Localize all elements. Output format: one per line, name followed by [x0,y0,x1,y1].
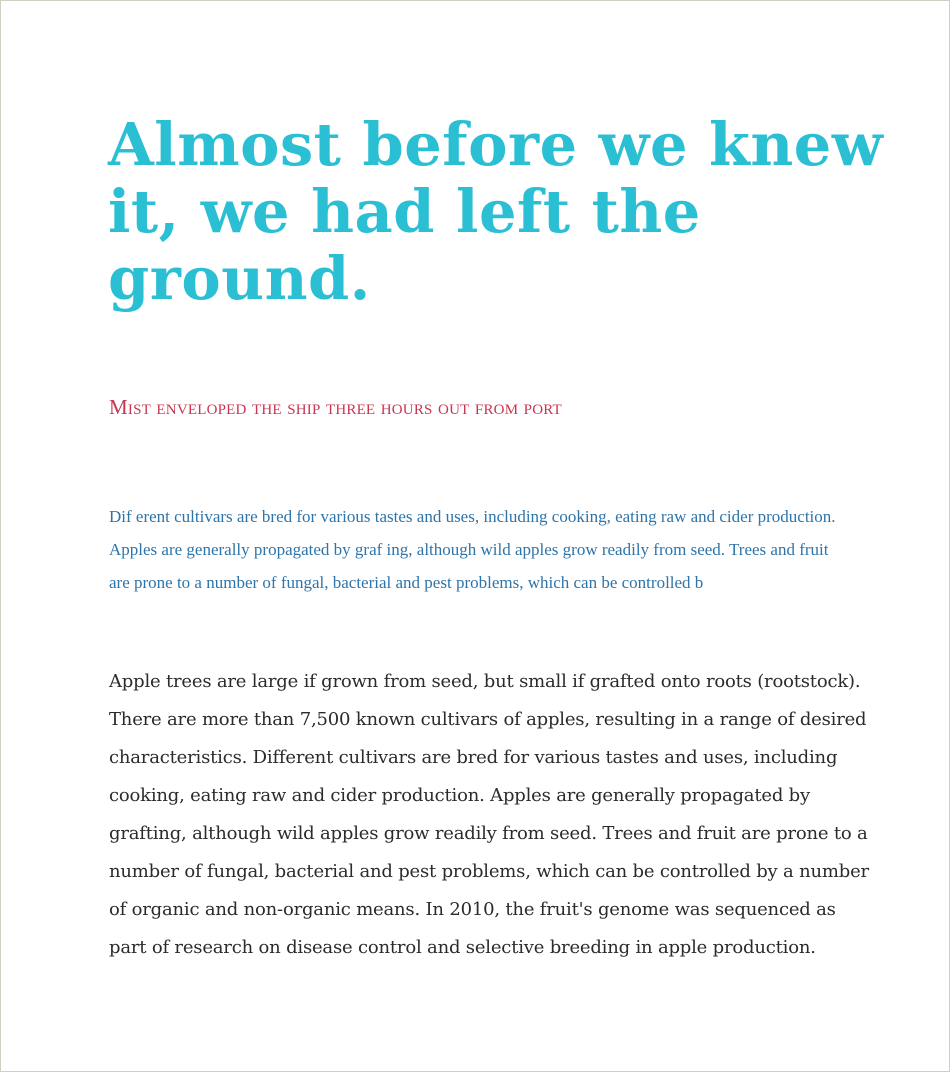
subtitle: Mist enveloped the ship three hours out from port [109,395,562,419]
lead-paragraph: Dif erent cultivars are bred for various tastes and uses, including cooking, eating raw and cider production. Apples are generally propagated by graf ing, although wild apples grow readily from seed. Trees and fruit are prone to a number of fungal, bacterial and pest problems, which can be controlled b [109,507,836,592]
headline: Almost before we knew it, we had left the ground. [108,110,884,313]
body-paragraph: Apple trees are large if grown from seed, but small if grafted onto roots (rootstock). There are more than 7,500 known cultivars of apples, resulting in a range of desired characteristics. Different cultivars are bred for various tastes and uses, including cooking, eating raw and cider production. Apples are generally propagated by grafting, although wild apples grow readily from seed. Trees and fruit are prone to a number of fungal, bacterial and pest problems, which can be controlled by a number of organic and non-organic means. In 2010, the fruit's genome was sequenced as part of research on disease control and selective breeding in apple production. [109,671,869,958]
